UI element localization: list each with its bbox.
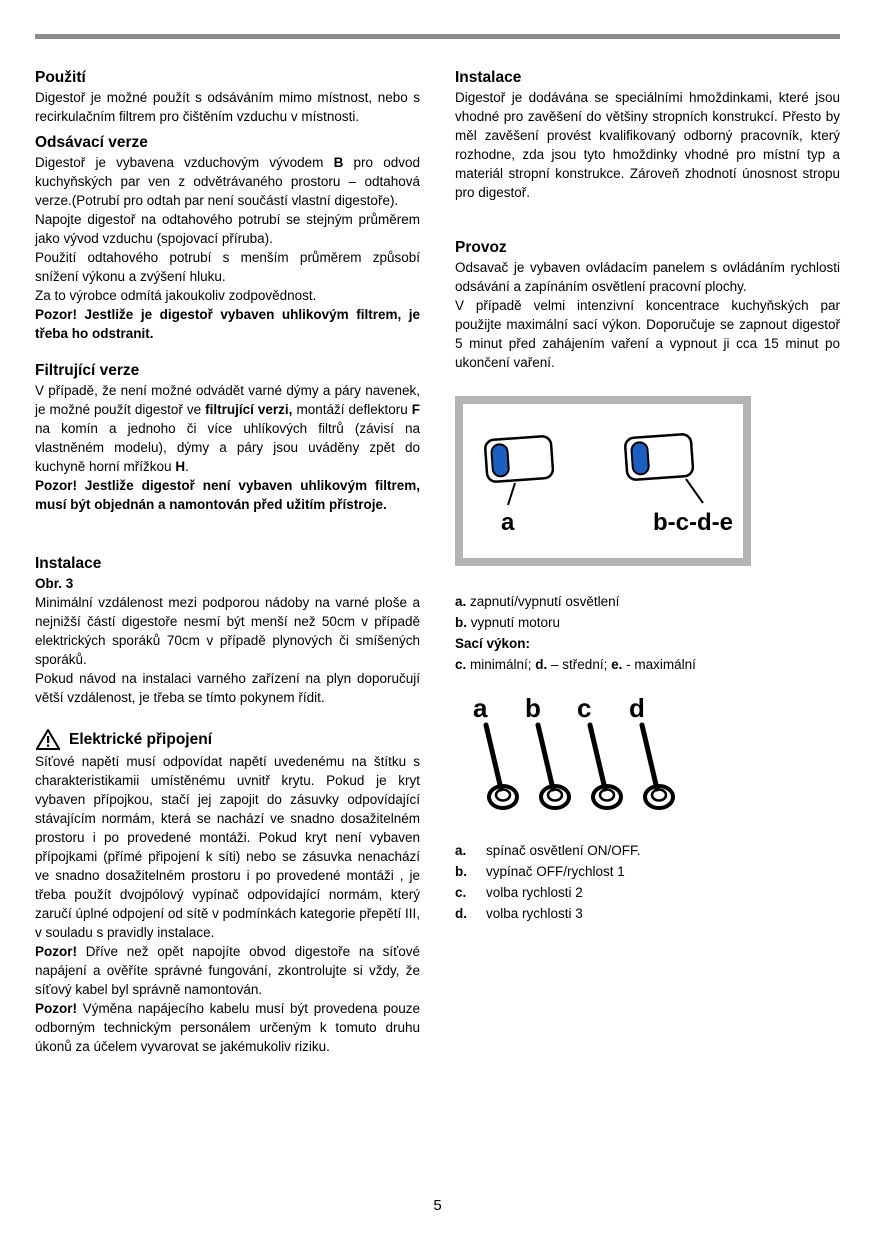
paragraph: Odsavač je vybaven ovládacím panelem s ovládáním rychlosti odsávání a zapínáním osvětlení pracovní plochy.	[455, 260, 840, 294]
page-number: 5	[433, 1197, 442, 1214]
blue-button	[491, 444, 509, 477]
light-switch	[485, 436, 554, 483]
figure2-label-a: a	[473, 693, 488, 723]
section-heading-odsavaci: Odsávací verze	[35, 134, 148, 151]
section-heading-instalace-left: Instalace	[35, 555, 102, 572]
toggle-lever	[590, 725, 605, 789]
figure1-label-a: a	[501, 509, 515, 536]
legend-toggle-switches	[455, 840, 840, 924]
control-panel-illustration	[455, 396, 751, 566]
paragraph: Digestoř je možné použít s odsáváním mimo místnost, nebo s recirkulačním filtrem pro čištěním vzduchu v místnosti.	[35, 90, 420, 124]
toggle-lever	[538, 725, 553, 789]
legend-line: Sací výkon:	[455, 636, 531, 651]
toggle-switches-figure	[463, 691, 840, 828]
legend-line: b. vypnutí motoru	[455, 615, 561, 630]
figure2-label-c: c	[577, 693, 592, 723]
warning-paragraph: Pozor! Výměna napájecího kabelu musí být provedena pouze odborným technickým personálem určeným k tomuto druhu úkonů za účelem vyvarovat se jakémukoliv riziku.	[35, 1001, 420, 1054]
top-rule	[35, 34, 840, 39]
paragraph: V případě velmi intenzivní koncentrace kuchyňských par použijte maximální sací výkon. Doporučuje se zapnout digestoř 5 minut před zahájením vaření a vypnout ji cca 15 minut po ukončení vaření.	[455, 298, 840, 370]
toggle-lever	[486, 725, 501, 789]
legend-line: c. volba rychlosti 2	[455, 885, 583, 900]
section-instalace-right	[455, 68, 840, 202]
figure2-label-b: b	[525, 693, 541, 723]
section-heading-provoz: Provoz	[455, 239, 507, 256]
speed-switch	[625, 434, 694, 481]
paragraph: V případě, že není možné odvádět varné dýmy a páry navenek, je možné použít digestoř ve filtrující verzi, montáží deflektoru F na komín a jednoho či více uhlíkových filtrů (závisí na vlastněném modelu), dýmy a páry jsou uváděny zpět do kuchyně horní mřížkou H.	[35, 383, 421, 474]
section-heading-pouziti: Použití	[35, 69, 86, 86]
page-content	[35, 68, 840, 1056]
control-panel-figure	[455, 396, 840, 571]
legend-line: a. spínač osvětlení ON/OFF.	[455, 843, 641, 858]
blue-button	[631, 442, 649, 475]
section-odsavaci-verze	[35, 133, 420, 343]
section-heading-label: Elektrické připojení	[69, 730, 212, 748]
section-heading-elektricke	[35, 728, 420, 751]
paragraph: Digestoř je dodávána se speciálními hmoždinkami, které jsou vhodné pro zavěšení do většiny stropních konstrukcí. Přesto by měl zavěšení provést kvalifikovaný odborný pracovník, který rozhodne, zda jsou tyto hmoždinky vhodné pro místní typ a materiál stropní konstrukce. Zároveň zhodnotí únosnost stropu pro digestoř.	[455, 90, 840, 200]
figure-reference: Obr. 3	[35, 576, 74, 591]
figure1-label-bcde: b-c-d-e	[653, 509, 733, 536]
paragraph: Digestoř je vybavena vzduchovým vývodem B pro odvod kuchyňských par ven z odvětrávaného prostoru – odtahová verze.(Potrubí pro odtah par není součástí vlastní digestoře).	[35, 155, 421, 208]
legend-line: d. volba rychlosti 3	[455, 906, 583, 921]
left-column	[35, 68, 420, 1056]
section-instalace-left	[35, 554, 420, 707]
section-filtrujici-verze	[35, 361, 420, 514]
paragraph: Použití odtahového potrubí s menším průměrem způsobí snížení výkonu a zvýšení hluku.	[35, 250, 420, 284]
warning-paragraph: Pozor! Dříve než opět napojíte obvod digestoře na síťové napájení a ověříte správné fungování, zkontrolujte si vždy, že síťový kabel byl správně namontován.	[35, 944, 420, 997]
section-provoz	[455, 238, 840, 372]
legend-line: c. minimální; d. – střední; e. - maximální	[455, 657, 696, 672]
right-column	[455, 68, 840, 1056]
paragraph: Síťové napětí musí odpovídat napětí uvedenému na štítku s charakteristikamii umístěnému uvnitř krytu. Pokud je kryt vybaven přípojkou, stačí jej zapojit do zásuvky odpovídající stávajícím normám, která se nachází ve snadno dosažitelném prostoru i po provedené montáži. Pokud kryt není vybaven přípojkami (přímé připojení k síti) nebo se zásuvka nenachází ve snadno dosažitelném prostoru i po provedené montáži , je třeba použít dvojpólový vypínač odpovídající normám, který zaručí úplné odpojení od sítě v podmínkách kategorie přepětí III, v souladu s pravidly instalace.	[35, 754, 420, 940]
paragraph: Pokud návod na instalaci varného zařízení na plyn doporučují větší vzdálenost, je třeba se tímto pokynem řídit.	[35, 671, 420, 705]
section-heading-instalace-right: Instalace	[455, 69, 522, 86]
section-heading-filtrujici: Filtrující verze	[35, 362, 140, 379]
warning-text: Pozor! Jestliže je digestoř vybaven uhlikovým filtrem, je třeba ho odstranit.	[35, 307, 420, 341]
warning-text: Pozor! Jestliže digestoř není vybaven uhlikovým filtrem, musí být objednán a namontován před užitím přístroje.	[35, 478, 420, 512]
toggle-lever	[642, 725, 657, 789]
section-pouziti	[35, 68, 420, 126]
paragraph: Za to výrobce odmítá jakoukoliv zodpovědnost.	[35, 288, 317, 303]
toggle-switches-illustration	[463, 691, 693, 823]
figure2-label-d: d	[629, 693, 645, 723]
legend-line: a. zapnutí/vypnutí osvětlení	[455, 594, 620, 609]
legend-panel-controls	[455, 591, 840, 675]
legend-line: b. vypínač OFF/rychlost 1	[455, 864, 625, 879]
paragraph: Minimální vzdálenost mezi podporou nádoby na varné ploše a nejnižší částí digestoře nesmí být menší než 50cm v případě elektrických sporáků 70cm v případě plynových či smíšených sporáků.	[35, 595, 420, 667]
section-elektricke-pripojeni	[35, 728, 420, 1056]
warning-icon	[35, 728, 61, 751]
paragraph: Napojte digestoř na odtahového potrubí se stejným průměrem jako vývod vzduchu (spojovací příruba).	[35, 212, 420, 246]
